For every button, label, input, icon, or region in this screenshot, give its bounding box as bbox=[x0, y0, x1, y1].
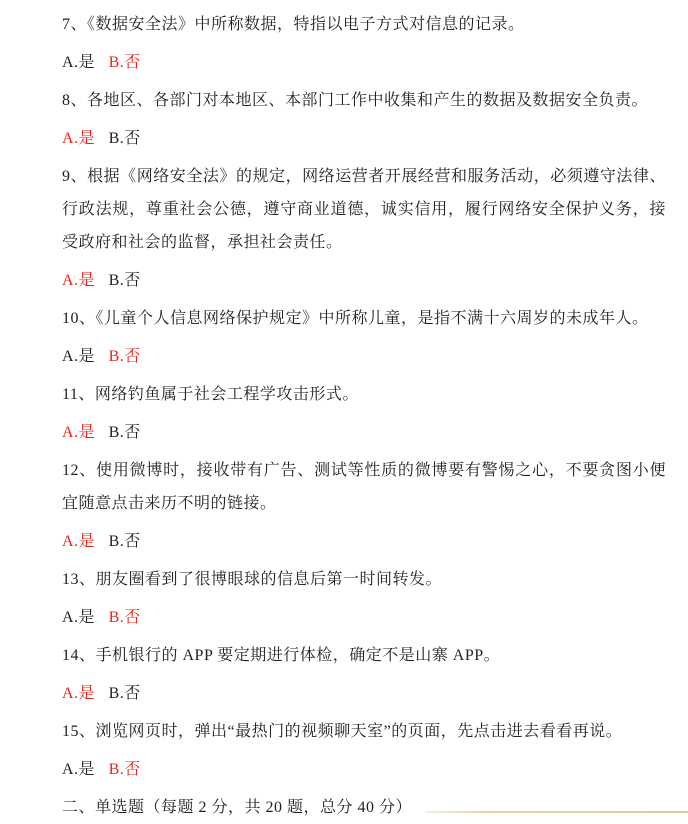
question-9-option-b: B.否 bbox=[108, 272, 141, 289]
question-8-option-a: A.是 bbox=[62, 130, 96, 147]
question-7-answers bbox=[62, 46, 666, 79]
question-text-15: 15、浏览网页时，弹出“最热门的视频聊天室”的页面，先点击进去看看再说。 bbox=[62, 723, 623, 740]
question-12-answers bbox=[62, 525, 666, 558]
question-14-answers bbox=[62, 677, 666, 710]
question-7-option-b: B.否 bbox=[108, 54, 141, 71]
next-section-heading: 二、单选题（每题 2 分，共 20 题，总分 40 分） bbox=[62, 799, 413, 816]
question-15-option-a: A.是 bbox=[62, 761, 96, 778]
question-7-option-a: A.是 bbox=[62, 54, 96, 71]
question-14-option-a: A.是 bbox=[62, 685, 96, 702]
question-text-13: 13、朋友圈看到了很博眼球的信息后第一时间转发。 bbox=[62, 571, 443, 588]
question-8-answers bbox=[62, 122, 666, 155]
question-text-8: 8、各地区、各部门对本地区、本部门工作中收集和产生的数据及数据安全负责。 bbox=[62, 92, 649, 109]
question-10-option-b: B.否 bbox=[108, 348, 141, 365]
question-10-option-a: A.是 bbox=[62, 348, 96, 365]
question-13-option-a: A.是 bbox=[62, 609, 96, 626]
question-text-9: 9、根据《网络安全法》的规定，网络运营者开展经营和服务活动，必须遵守法律、行政法规，尊重社会公德，遵守商业道德，诚实信用，履行网络安全保护义务，接受政府和社会的监督，承担社会责任。 bbox=[62, 168, 666, 251]
question-text-11: 11、网络钓鱼属于社会工程学攻击形式。 bbox=[62, 386, 359, 403]
question-13-answers bbox=[62, 601, 666, 634]
question-15-answers bbox=[62, 753, 666, 786]
question-9-answers bbox=[62, 264, 666, 297]
question-11-option-a: A.是 bbox=[62, 424, 96, 441]
question-text-12: 12、使用微博时，接收带有广告、测试等性质的微博要有警惕之心，不要贪图小便宜随意点击来历不明的链接。 bbox=[62, 462, 666, 512]
question-13-option-b: B.否 bbox=[108, 609, 141, 626]
question-11-answers bbox=[62, 416, 666, 449]
question-12-option-a: A.是 bbox=[62, 533, 96, 550]
highlight-bar bbox=[425, 811, 688, 813]
question-10-answers bbox=[62, 340, 666, 373]
question-9-option-a: A.是 bbox=[62, 272, 96, 289]
question-11-option-b: B.否 bbox=[108, 424, 141, 441]
question-text-7: 7、《数据安全法》中所称数据，特指以电子方式对信息的记录。 bbox=[62, 16, 525, 33]
question-text-14: 14、手机银行的 APP 要定期进行体检，确定不是山寨 APP。 bbox=[62, 647, 501, 664]
question-12-option-b: B.否 bbox=[108, 533, 141, 550]
question-14-option-b: B.否 bbox=[108, 685, 141, 702]
question-8-option-b: B.否 bbox=[108, 130, 141, 147]
question-text-10: 10、《儿童个人信息网络保护规定》中所称儿童，是指不满十六周岁的未成年人。 bbox=[62, 310, 649, 327]
question-15-option-b: B.否 bbox=[108, 761, 141, 778]
